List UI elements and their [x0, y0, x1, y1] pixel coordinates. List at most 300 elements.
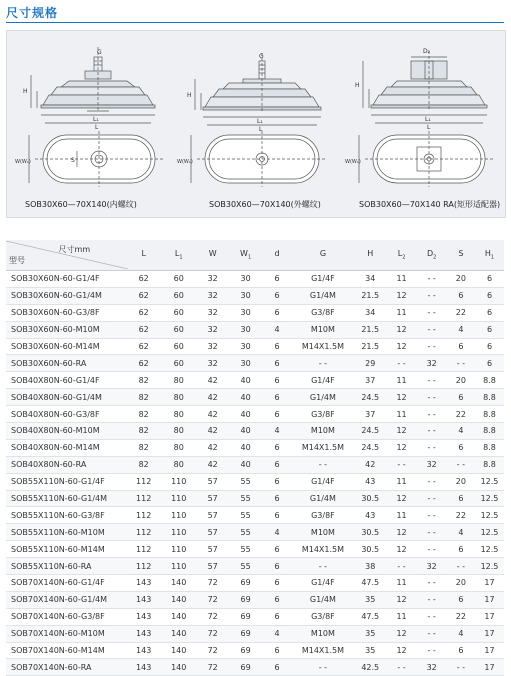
value-cell: 6 — [447, 389, 475, 406]
table-row — [6, 473, 504, 490]
value-cell: 69 — [229, 591, 262, 608]
value-cell: 32 — [417, 659, 447, 676]
label-l-ext: L — [259, 126, 263, 133]
value-cell: 6 — [447, 541, 475, 558]
value-cell: - - — [417, 389, 447, 406]
value-cell: 11 — [387, 575, 417, 592]
value-cell: 72 — [196, 642, 229, 659]
value-cell: - - — [417, 575, 447, 592]
label-h-ra: H — [355, 82, 360, 89]
model-cell: SOB55X110N-60-G1/4M — [6, 490, 126, 507]
value-cell: 80 — [161, 439, 196, 456]
label-w: W(W₁) — [15, 159, 31, 165]
value-cell: 12.5 — [475, 558, 504, 575]
value-cell: 6 — [262, 406, 292, 423]
value-cell: 17 — [475, 608, 504, 625]
value-cell: 24.5 — [354, 389, 387, 406]
column-header-text: L — [174, 249, 180, 259]
table-row — [6, 591, 504, 608]
value-cell: 8.8 — [475, 456, 504, 473]
value-cell: 140 — [161, 591, 196, 608]
label-s: S — [71, 157, 75, 164]
value-cell: 21.5 — [354, 287, 387, 304]
value-cell: 37 — [354, 406, 387, 423]
value-cell: 12 — [387, 642, 417, 659]
value-cell: 69 — [229, 642, 262, 659]
value-cell: 112 — [126, 558, 161, 575]
value-cell: - - — [417, 271, 447, 288]
value-cell: 43 — [354, 473, 387, 490]
value-cell: 80 — [161, 423, 196, 440]
value-cell: 20 — [447, 372, 475, 389]
column-header-text: H — [484, 249, 491, 259]
table-row — [6, 304, 504, 321]
value-cell: 42 — [354, 456, 387, 473]
value-cell: 6 — [262, 389, 292, 406]
value-cell: 110 — [161, 524, 196, 541]
value-cell: 47.5 — [354, 575, 387, 592]
value-cell: 8.8 — [475, 389, 504, 406]
value-cell: 12 — [387, 591, 417, 608]
value-cell: G1/4F — [292, 575, 354, 592]
table-row — [6, 271, 504, 288]
column-header-subscript: 1 — [179, 254, 183, 261]
value-cell: 6 — [262, 287, 292, 304]
column-header-text: W — [208, 249, 217, 259]
value-cell: 60 — [161, 355, 196, 372]
value-cell: - - — [417, 490, 447, 507]
model-cell: SOB40X80N-60-RA — [6, 456, 126, 473]
caption-internal: SOB30X60—70X140(内螺纹) — [25, 200, 137, 209]
value-cell: G1/4F — [292, 271, 354, 288]
value-cell: 47.5 — [354, 608, 387, 625]
value-cell: 17 — [475, 575, 504, 592]
corner-unit-label: 尺寸mm — [58, 245, 91, 254]
value-cell: M14X1.5M — [292, 642, 354, 659]
value-cell: 11 — [387, 372, 417, 389]
value-cell: 6 — [262, 642, 292, 659]
value-cell: - - — [292, 456, 354, 473]
value-cell: 60 — [161, 338, 196, 355]
column-header-subscript: 1 — [490, 254, 495, 261]
table-row — [6, 423, 504, 440]
model-cell: SOB70X140N-60-G1/4M — [6, 591, 126, 608]
value-cell: 62 — [126, 304, 161, 321]
label-l: L — [95, 124, 99, 131]
value-cell: 12 — [387, 625, 417, 642]
table-row — [6, 642, 504, 659]
value-cell: 6 — [262, 456, 292, 473]
value-cell: M10M — [292, 625, 354, 642]
value-cell: M14X1.5M — [292, 541, 354, 558]
spec-table — [6, 240, 504, 676]
label-d2: D₂ — [423, 48, 431, 55]
value-cell: M14X1.5M — [292, 439, 354, 456]
value-cell: 4 — [262, 321, 292, 338]
model-cell: SOB40X80N-60-G1/4F — [6, 372, 126, 389]
value-cell: 60 — [161, 321, 196, 338]
value-cell: 143 — [126, 642, 161, 659]
dimension-figures — [6, 30, 506, 218]
model-cell: SOB30X60N-60-G1/4F — [6, 271, 126, 288]
column-header — [417, 240, 447, 271]
value-cell: 17 — [475, 625, 504, 642]
model-cell: SOB40X80N-60-G1/4M — [6, 389, 126, 406]
value-cell: 32 — [417, 355, 447, 372]
value-cell: 30 — [229, 271, 262, 288]
column-header-subscript: 2 — [433, 254, 437, 261]
value-cell: 22 — [447, 507, 475, 524]
value-cell: 32 — [417, 456, 447, 473]
caption-external: SOB30X60—70X140(外螺纹) — [209, 200, 321, 209]
external-thread-drawing — [173, 31, 339, 197]
value-cell: 20 — [447, 271, 475, 288]
value-cell: 32 — [196, 355, 229, 372]
model-cell: SOB55X110N-60-G1/4F — [6, 473, 126, 490]
value-cell: 72 — [196, 625, 229, 642]
table-row — [6, 524, 504, 541]
table-row — [6, 372, 504, 389]
value-cell: 143 — [126, 575, 161, 592]
value-cell: 72 — [196, 659, 229, 676]
value-cell: - - — [387, 659, 417, 676]
value-cell: 6 — [447, 338, 475, 355]
value-cell: 34 — [354, 304, 387, 321]
value-cell: G1/4M — [292, 287, 354, 304]
value-cell: 60 — [161, 287, 196, 304]
value-cell: - - — [387, 558, 417, 575]
value-cell: 143 — [126, 659, 161, 676]
value-cell: 32 — [196, 338, 229, 355]
value-cell: 55 — [229, 541, 262, 558]
column-header — [354, 240, 387, 271]
model-cell: SOB40X80N-60-M10M — [6, 423, 126, 440]
value-cell: 140 — [161, 625, 196, 642]
internal-thread-drawing — [7, 31, 173, 197]
value-cell: 60 — [161, 304, 196, 321]
column-header — [229, 240, 262, 271]
value-cell: 57 — [196, 524, 229, 541]
value-cell: 62 — [126, 338, 161, 355]
table-row — [6, 625, 504, 642]
value-cell: 80 — [161, 456, 196, 473]
value-cell: - - — [387, 456, 417, 473]
label-w-ext: W(W₁) — [177, 159, 193, 165]
value-cell: 21.5 — [354, 321, 387, 338]
value-cell: 140 — [161, 608, 196, 625]
value-cell: 6 — [262, 338, 292, 355]
value-cell: - - — [417, 524, 447, 541]
value-cell: 6 — [475, 304, 504, 321]
table-row — [6, 389, 504, 406]
value-cell: 57 — [196, 558, 229, 575]
value-cell: 12 — [387, 490, 417, 507]
value-cell: 32 — [196, 321, 229, 338]
value-cell: 42 — [196, 389, 229, 406]
value-cell: 11 — [387, 406, 417, 423]
value-cell: 40 — [229, 389, 262, 406]
model-cell: SOB70X140N-60-G3/8F — [6, 608, 126, 625]
value-cell: 30 — [229, 321, 262, 338]
value-cell: 69 — [229, 625, 262, 642]
model-cell: SOB70X140N-60-M14M — [6, 642, 126, 659]
value-cell: 6 — [262, 355, 292, 372]
value-cell: 22 — [447, 608, 475, 625]
value-cell: - - — [417, 625, 447, 642]
value-cell: 21.5 — [354, 338, 387, 355]
value-cell: - - — [447, 558, 475, 575]
value-cell: 6 — [262, 575, 292, 592]
value-cell: 72 — [196, 608, 229, 625]
value-cell: 6 — [262, 608, 292, 625]
value-cell: 12 — [387, 389, 417, 406]
label-l1-ra: L₁ — [425, 116, 431, 123]
value-cell: 4 — [447, 423, 475, 440]
model-cell: SOB70X140N-60-RA — [6, 659, 126, 676]
value-cell: 20 — [447, 575, 475, 592]
value-cell: 112 — [126, 473, 161, 490]
value-cell: G3/8F — [292, 406, 354, 423]
value-cell: 6 — [447, 490, 475, 507]
value-cell: - - — [417, 473, 447, 490]
value-cell: 55 — [229, 558, 262, 575]
value-cell: 6 — [475, 355, 504, 372]
value-cell: 17 — [475, 659, 504, 676]
label-g: G — [97, 49, 102, 56]
column-header — [161, 240, 196, 271]
column-header-text: W — [240, 249, 248, 259]
value-cell: 6 — [262, 490, 292, 507]
value-cell: - - — [417, 338, 447, 355]
model-cell: SOB30X60N-60-G1/4M — [6, 287, 126, 304]
table-row — [6, 439, 504, 456]
value-cell: 110 — [161, 473, 196, 490]
value-cell: 82 — [126, 456, 161, 473]
value-cell: 60 — [161, 271, 196, 288]
column-header-text: d — [274, 249, 280, 259]
column-header-text: L — [141, 249, 146, 259]
value-cell: 6 — [447, 287, 475, 304]
value-cell: 30 — [229, 304, 262, 321]
value-cell: G3/8F — [292, 608, 354, 625]
value-cell: G1/4M — [292, 389, 354, 406]
value-cell: 12 — [387, 439, 417, 456]
value-cell: 4 — [447, 625, 475, 642]
model-cell: SOB70X140N-60-G1/4F — [6, 575, 126, 592]
column-header — [262, 240, 292, 271]
value-cell: 57 — [196, 490, 229, 507]
value-cell: - - — [417, 439, 447, 456]
model-cell: SOB30X60N-60-M10M — [6, 321, 126, 338]
value-cell: 6 — [262, 439, 292, 456]
model-cell: SOB55X110N-60-M10M — [6, 524, 126, 541]
value-cell: - - — [417, 321, 447, 338]
value-cell: 110 — [161, 490, 196, 507]
column-header — [126, 240, 161, 271]
value-cell: - - — [447, 355, 475, 372]
value-cell: 30 — [229, 355, 262, 372]
value-cell: 12 — [387, 423, 417, 440]
value-cell: - - — [417, 423, 447, 440]
value-cell: 30.5 — [354, 490, 387, 507]
value-cell: G1/4F — [292, 473, 354, 490]
label-w-ra: W(W₁) — [345, 159, 361, 165]
value-cell: 8.8 — [475, 439, 504, 456]
model-cell: SOB40X80N-60-M14M — [6, 439, 126, 456]
value-cell: G3/8F — [292, 507, 354, 524]
value-cell: 72 — [196, 575, 229, 592]
value-cell: 6 — [262, 541, 292, 558]
value-cell: - - — [447, 456, 475, 473]
value-cell: - - — [417, 406, 447, 423]
label-l1-ext: L₁ — [257, 118, 263, 125]
table-row — [6, 321, 504, 338]
value-cell: 55 — [229, 490, 262, 507]
value-cell: 82 — [126, 423, 161, 440]
value-cell: 143 — [126, 608, 161, 625]
value-cell: 69 — [229, 575, 262, 592]
value-cell: 80 — [161, 372, 196, 389]
value-cell: 11 — [387, 473, 417, 490]
value-cell: 12.5 — [475, 507, 504, 524]
label-h: H — [23, 88, 28, 95]
value-cell: 40 — [229, 423, 262, 440]
value-cell: 42 — [196, 423, 229, 440]
model-cell: SOB55X110N-60-M14M — [6, 541, 126, 558]
column-header-subscript: 2 — [402, 254, 406, 261]
value-cell: 112 — [126, 524, 161, 541]
page-title: 尺寸规格 — [6, 6, 59, 20]
value-cell: 6 — [262, 558, 292, 575]
value-cell: - - — [417, 642, 447, 659]
value-cell: 6 — [447, 591, 475, 608]
value-cell: 37 — [354, 372, 387, 389]
value-cell: 42.5 — [354, 659, 387, 676]
value-cell: 35 — [354, 642, 387, 659]
value-cell: - - — [387, 355, 417, 372]
value-cell: 6 — [475, 338, 504, 355]
column-header — [475, 240, 504, 271]
value-cell: 6 — [262, 659, 292, 676]
value-cell: 40 — [229, 456, 262, 473]
value-cell: 62 — [126, 271, 161, 288]
value-cell: 12 — [387, 541, 417, 558]
table-row — [6, 355, 504, 372]
value-cell: 12.5 — [475, 524, 504, 541]
value-cell: 6 — [475, 271, 504, 288]
value-cell: G1/4F — [292, 372, 354, 389]
rect-adapter-drawing — [339, 31, 505, 197]
value-cell: 140 — [161, 642, 196, 659]
value-cell: 6 — [262, 271, 292, 288]
title-divider — [6, 22, 504, 23]
value-cell: 12.5 — [475, 473, 504, 490]
value-cell: - - — [417, 591, 447, 608]
value-cell: 6 — [262, 372, 292, 389]
value-cell: 8.8 — [475, 406, 504, 423]
value-cell: M14X1.5M — [292, 338, 354, 355]
table-row — [6, 338, 504, 355]
value-cell: 40 — [229, 372, 262, 389]
value-cell: 30.5 — [354, 524, 387, 541]
value-cell: - - — [417, 541, 447, 558]
value-cell: 62 — [126, 355, 161, 372]
table-row — [6, 541, 504, 558]
value-cell: 12.5 — [475, 490, 504, 507]
table-row — [6, 287, 504, 304]
table-row — [6, 406, 504, 423]
value-cell: 140 — [161, 575, 196, 592]
label-g-ext: G — [259, 53, 264, 60]
value-cell: 35 — [354, 591, 387, 608]
value-cell: 38 — [354, 558, 387, 575]
value-cell: 35 — [354, 625, 387, 642]
model-cell: SOB30X60N-60-RA — [6, 355, 126, 372]
value-cell: 32 — [196, 304, 229, 321]
value-cell: 40 — [229, 406, 262, 423]
value-cell: 82 — [126, 406, 161, 423]
value-cell: - - — [417, 372, 447, 389]
value-cell: 17 — [475, 642, 504, 659]
value-cell: 12.5 — [475, 541, 504, 558]
value-cell: 82 — [126, 372, 161, 389]
value-cell: 30 — [229, 338, 262, 355]
value-cell: - - — [417, 507, 447, 524]
value-cell: 11 — [387, 304, 417, 321]
value-cell: 110 — [161, 507, 196, 524]
value-cell: 8.8 — [475, 372, 504, 389]
value-cell: 11 — [387, 608, 417, 625]
value-cell: - - — [447, 659, 475, 676]
value-cell: 32 — [417, 558, 447, 575]
value-cell: 29 — [354, 355, 387, 372]
value-cell: 22 — [447, 406, 475, 423]
value-cell: 69 — [229, 608, 262, 625]
value-cell: 6 — [475, 287, 504, 304]
table-row — [6, 507, 504, 524]
value-cell: 6 — [262, 507, 292, 524]
value-cell: 42 — [196, 456, 229, 473]
value-cell: 20 — [447, 473, 475, 490]
value-cell: 82 — [126, 389, 161, 406]
model-cell: SOB70X140N-60-M10M — [6, 625, 126, 642]
caption-rect-adapter: SOB30X60—70X140 RA(矩形适配器) — [359, 200, 501, 209]
value-cell: 143 — [126, 591, 161, 608]
value-cell: 12 — [387, 338, 417, 355]
value-cell: 69 — [229, 659, 262, 676]
value-cell: 57 — [196, 541, 229, 558]
value-cell: 6 — [475, 321, 504, 338]
value-cell: M10M — [292, 321, 354, 338]
value-cell: 112 — [126, 490, 161, 507]
value-cell: 30 — [229, 287, 262, 304]
value-cell: 55 — [229, 507, 262, 524]
corner-header — [6, 240, 126, 271]
value-cell: 110 — [161, 558, 196, 575]
value-cell: 4 — [262, 524, 292, 541]
column-header — [292, 240, 354, 271]
value-cell: 143 — [126, 625, 161, 642]
value-cell: G3/8F — [292, 304, 354, 321]
value-cell: - - — [292, 355, 354, 372]
value-cell: 42 — [196, 372, 229, 389]
model-cell: SOB55X110N-60-G3/8F — [6, 507, 126, 524]
label-l-ra: L — [427, 124, 431, 131]
corner-model-label: 型号 — [9, 256, 25, 265]
column-header-text: G — [319, 249, 327, 259]
value-cell: 32 — [196, 271, 229, 288]
value-cell: M10M — [292, 423, 354, 440]
